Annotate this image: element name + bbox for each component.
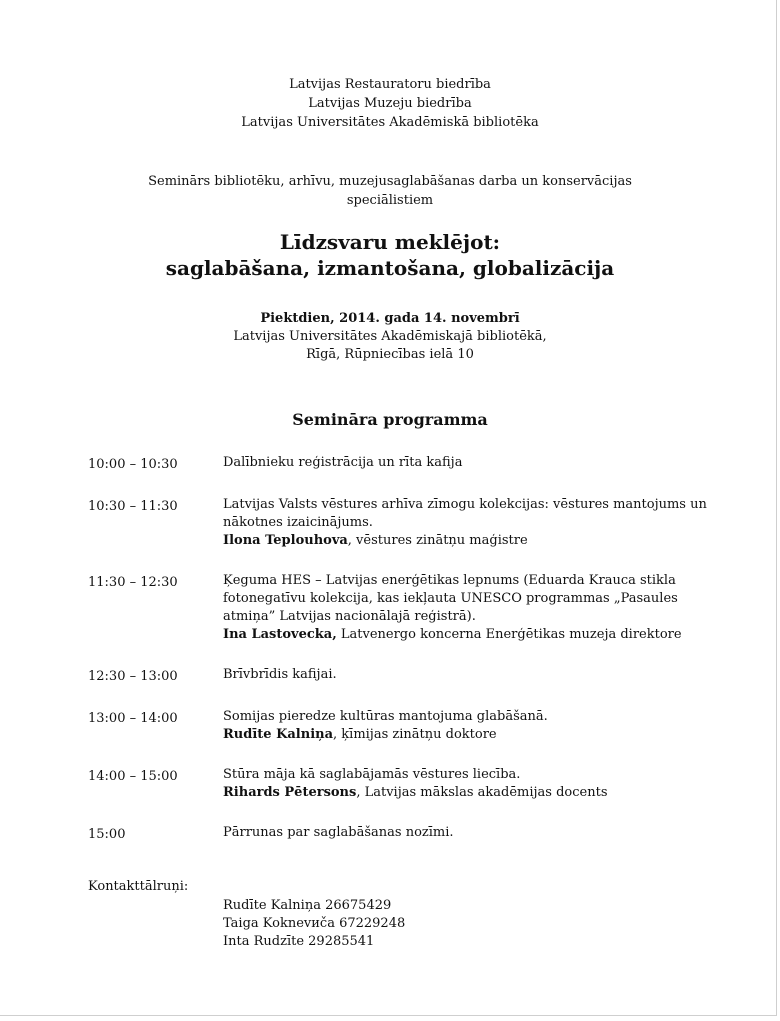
organizer-name: Latvijas Restauratoru biedrība xyxy=(289,77,491,92)
schedule-row xyxy=(88,766,728,802)
schedule-speaker-line xyxy=(223,532,728,550)
schedule-topic: Brīvbrīdis kafijai. xyxy=(223,667,337,682)
schedule-row xyxy=(88,824,728,844)
schedule-time: 11:30 – 12:30 xyxy=(88,575,178,590)
speaker-role: , vēstures zinātņu maģistre xyxy=(347,533,528,548)
schedule-topic: Somijas pieredze kultūras mantojuma glabāšanā. xyxy=(223,709,548,724)
program-schedule xyxy=(88,454,728,844)
event-venue-line-2: Rīgā, Rūpniecības ielā 10 xyxy=(306,347,474,362)
schedule-topic: Latvijas Valsts vēstures arhīva zīmogu kolekcijas: vēstures mantojums un nākotnes izaicinājums. xyxy=(223,497,707,530)
schedule-description xyxy=(223,824,728,844)
schedule-speaker-line xyxy=(223,626,728,644)
schedule-time: 10:00 – 10:30 xyxy=(88,457,178,472)
title-line-2: saglabāšana, izmantošana, globalizācija xyxy=(165,256,615,280)
schedule-row xyxy=(88,572,728,644)
program-heading: Semināra programma xyxy=(292,410,488,429)
schedule-time: 14:00 – 15:00 xyxy=(88,769,178,784)
contact-entry: Taiga Koknevиča 67229248 xyxy=(223,916,406,931)
schedule-description xyxy=(223,708,728,744)
speaker-role: , ķīmijas zinātņu doktore xyxy=(333,727,497,742)
schedule-time: 15:00 xyxy=(88,827,126,842)
schedule-time: 13:00 – 14:00 xyxy=(88,711,178,726)
event-info xyxy=(0,310,780,364)
seminar-description: Seminārs bibliotēku, arhīvu, muzejusaglabāšanas darba un konservācijas speciālistiem xyxy=(148,174,632,208)
event-venue-line-1: Latvijas Universitātes Akadēmiskajā bibliotēkā, xyxy=(233,329,547,344)
speaker-role: , Latvijas mākslas akadēmijas docents xyxy=(356,785,608,800)
speaker-name: Rudīte Kalniņa xyxy=(223,727,334,742)
schedule-topic: Stūra māja kā saglabājamās vēstures liecība. xyxy=(223,767,521,782)
speaker-role: Latvenergo koncerna Enerģētikas muzeja direktore xyxy=(336,627,682,642)
contacts-list xyxy=(223,897,405,951)
organizer-name: Latvijas Universitātes Akadēmiskā bibliotēka xyxy=(241,115,539,130)
schedule-row xyxy=(88,454,728,474)
organizer-name: Latvijas Muzeju biedrība xyxy=(308,96,472,111)
schedule-row xyxy=(88,496,728,550)
schedule-row xyxy=(88,666,728,686)
schedule-speaker-line xyxy=(223,784,728,802)
schedule-topic: Pārrunas par saglabāšanas nozīmi. xyxy=(223,825,454,840)
schedule-topic: Ķeguma HES – Latvijas enerģētikas lepnums (Eduarda Krauca stikla fotonegatīvu kolekcija, kas iekļauta UNESCO programmas „Pasaules atmiņa” Latvijas nacionālajā reģistrā). xyxy=(223,573,678,624)
schedule-time: 10:30 – 11:30 xyxy=(88,499,178,514)
schedule-description xyxy=(223,496,728,550)
contact-entry: Rudīte Kalniņa 26675429 xyxy=(223,898,392,913)
schedule-description xyxy=(223,766,728,802)
contact-entry: Inta Rudzīte 29285541 xyxy=(223,934,375,949)
contacts-label: Kontakttālruņi: xyxy=(88,879,189,894)
speaker-name: Ina Lastovecka, xyxy=(223,627,337,642)
schedule-topic: Dalībnieku reģistrācija un rīta kafija xyxy=(223,455,463,470)
speaker-name: Ilona Teplouhova xyxy=(223,533,348,548)
schedule-description xyxy=(223,572,728,644)
schedule-description xyxy=(223,454,728,474)
title-line-1: Līdzsvaru meklējot: xyxy=(279,230,501,254)
seminar-title xyxy=(0,229,780,281)
organizers-block xyxy=(0,75,780,132)
schedule-row xyxy=(88,708,728,744)
schedule-description xyxy=(223,666,728,686)
speaker-name: Rihards Pētersons xyxy=(223,785,357,800)
schedule-time: 12:30 – 13:00 xyxy=(88,669,178,684)
event-date: Piektdien, 2014. gada 14. novembrī xyxy=(260,311,520,326)
schedule-speaker-line xyxy=(223,726,728,744)
